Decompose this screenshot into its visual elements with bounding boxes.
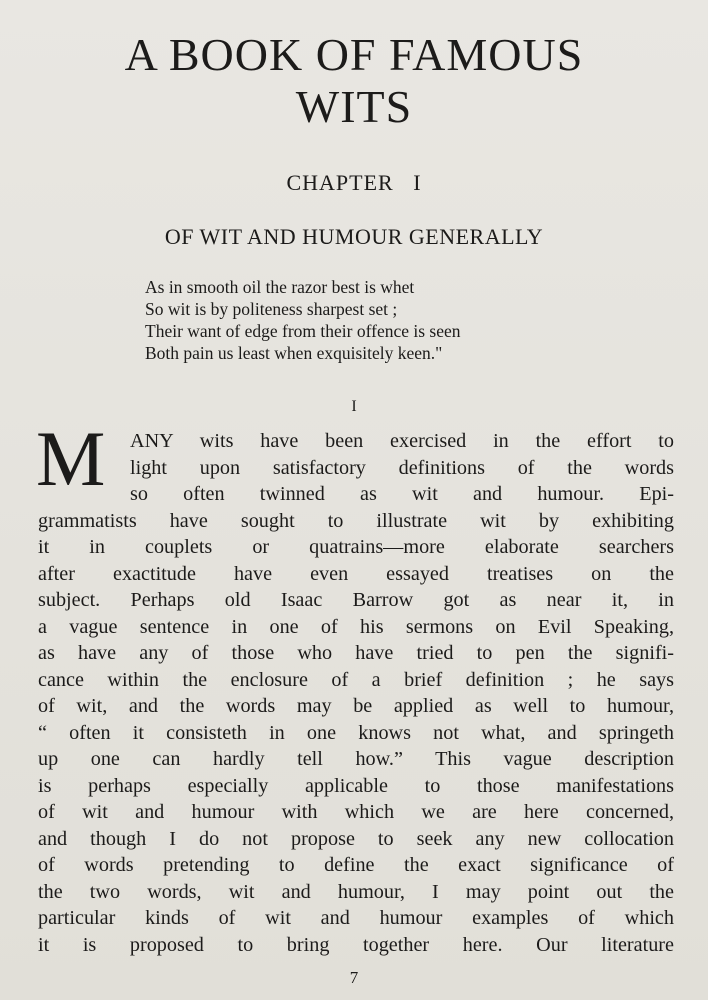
chapter-heading: CHAPTER I [286,170,422,195]
poem-line: As in smooth oil the razor best is whet [145,277,415,297]
body-line: of words pretending to define the exact significance of [38,854,674,876]
book-title-line-2: WITS [295,81,413,132]
poem-line: Their want of edge from their offence is seen [145,321,461,341]
body-line: is perhaps especially applicable to those manifestations [38,774,674,797]
body-line: the two words, wit and humour, I may point out the [38,880,674,903]
body-line: it in couplets or quatrains—more elaborate searchers [38,536,674,558]
body-line: after exactitude have even essayed treatises on the [38,562,674,585]
body-line: of wit and humour with which we are here concerned, [38,801,674,823]
body-line: “ often it consisteth in one knows not what, and springeth [38,721,674,744]
body-text [38,428,674,958]
book-title-line-1: A BOOK OF FAMOUS [124,29,584,80]
body-line: cance within the enclosure of a brief definition ; he says [38,668,674,691]
body-line: a vague sentence in one of his sermons on Evil Speaking, [38,615,674,638]
body-line: up one can hardly tell how.” This vague description [38,748,674,770]
poem-line: So wit is by politeness sharpest set ; [145,299,398,319]
page-number: 7 [349,968,359,987]
body-line: as have any of those who have tried to pen the signifi- [38,642,674,664]
body-line: and though I do not propose to seek any new collocation [38,827,674,850]
epigraph-poem [145,276,615,364]
body-line: it is proposed to bring together here. Our literature [38,933,674,956]
body-line: subject. Perhaps old Isaac Barrow got as near it, in [38,589,674,611]
body-line: of wit, and the words may be applied as well to humour, [38,695,674,717]
chapter-subtitle: OF WIT AND HUMOUR GENERALLY [164,224,544,249]
body-line: grammatists have sought to illustrate wit by exhibiting [38,509,674,532]
body-line: ANY wits have been exercised in the effort to [130,430,674,452]
body-line: particular kinds of wit and humour examples of which [38,907,674,929]
drop-cap-letter: M [36,415,106,502]
poem-line: Both pain us least when exquisitely keen." [145,343,443,363]
body-line: so often twinned as wit and humour. Epi- [130,483,674,505]
section-number: I [351,398,357,415]
body-line: light upon satisfactory definitions of the words [130,456,674,479]
